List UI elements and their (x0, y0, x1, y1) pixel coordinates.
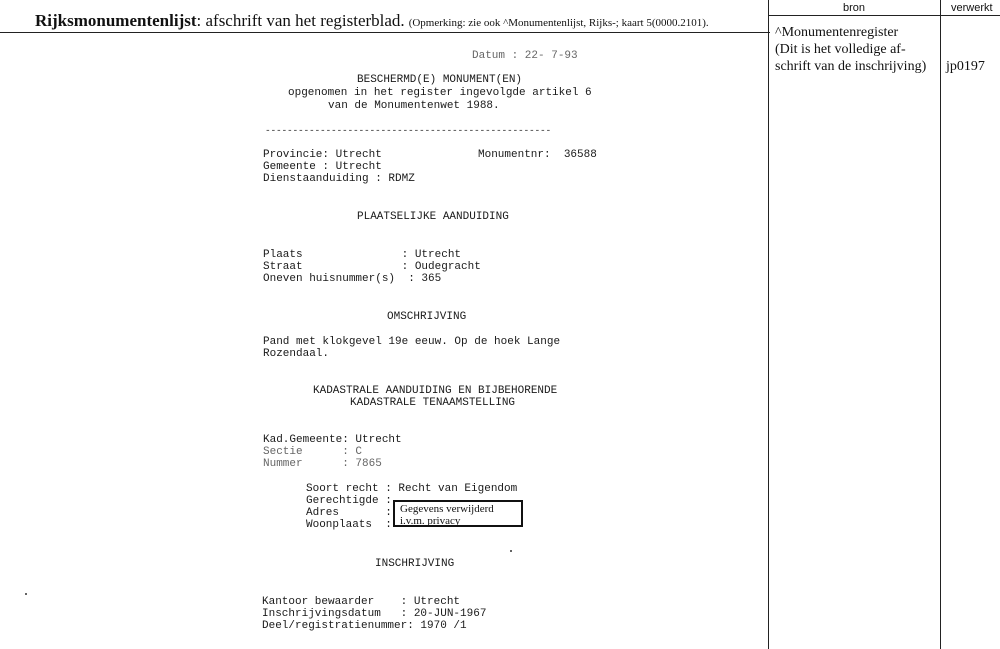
title-bold: Rijksmonumentenlijst (35, 11, 197, 30)
column-divider-verwerkt (940, 0, 941, 649)
adres: Adres : (306, 507, 392, 519)
heading-opgenomen: opgenomen in het register ingevolgde artikel 6 (288, 87, 592, 99)
privacy-redaction-box: Gegevens verwijderd i.v.m. privacy (393, 500, 523, 527)
bron-line: ^Monumentenregister (775, 25, 899, 40)
heading-beschermd: BESCHERMD(E) MONUMENT(EN) (357, 74, 523, 86)
heading-monumentenwet: van de Monumentenwet 1988. (328, 100, 500, 112)
straat: Straat : Oudegracht (263, 261, 481, 273)
title-note: (Opmerking: zie ook ^Monumentenlijst, Rijks-; kaart 5(0000.2101). (408, 17, 709, 29)
soort-recht: Soort recht : Recht van Eigendom (306, 483, 518, 495)
heading-tenaamstelling: KADASTRALE TENAAMSTELLING (350, 397, 516, 409)
heading-plaatselijk: PLAATSELIJKE AANDUIDING (357, 211, 509, 223)
page-title (35, 11, 709, 31)
column-divider-bron (768, 0, 769, 649)
huisnummer: Oneven huisnummer(s) : 365 (263, 273, 442, 285)
woonplaats: Woonplaats : (306, 519, 392, 531)
dienstaanduiding: Dienstaanduiding : RDMZ (263, 173, 415, 185)
kantoor-bewaarder: Kantoor bewaarder : Utrecht (262, 596, 461, 608)
scan-speck (25, 593, 27, 595)
separator: ---------------------------------------------------- (265, 125, 552, 136)
nummer: Nummer : 7865 (263, 458, 382, 470)
plaats: Plaats : Utrecht (263, 249, 462, 261)
sectie: Sectie : C (263, 446, 363, 458)
omschrijving-line: Rozendaal. (263, 348, 330, 360)
header-divider (0, 32, 770, 33)
omschrijving-line: Pand met klokgevel 19e eeuw. Op de hoek Lange (263, 336, 561, 348)
column-header-divider (768, 15, 1000, 16)
heading-kadastraal: KADASTRALE AANDUIDING EN BIJBEHORENDE (313, 385, 558, 397)
heading-omschrijving: OMSCHRIJVING (387, 311, 467, 323)
datum-line: Datum : 22- 7-93 (472, 50, 578, 62)
bron-line: schrift van de inschrijving) (775, 59, 927, 74)
deel-registratienummer: Deel/registratienummer: 1970 /1 (262, 620, 467, 632)
bron-line: (Dit is het volledige af- (775, 42, 906, 57)
title-rest: : afschrift van het registerblad. (196, 11, 405, 30)
gemeente: Gemeente : Utrecht (263, 161, 382, 173)
inschrijvingsdatum: Inschrijvingsdatum : 20-JUN-1967 (262, 608, 487, 620)
heading-inschrijving: INSCHRIJVING (375, 558, 455, 570)
column-header-verwerkt: verwerkt (951, 2, 993, 14)
column-header-bron: bron (843, 2, 866, 14)
monumentnr: Monumentnr: 36588 (478, 149, 597, 161)
bron-entry (775, 24, 945, 75)
gerechtigde: Gerechtigde : (306, 495, 392, 507)
scan-speck (510, 550, 512, 552)
verwerkt-entry: jp0197 (946, 59, 985, 74)
kad-gemeente: Kad.Gemeente: Utrecht (263, 434, 402, 446)
provincie: Provincie: Utrecht (263, 149, 382, 161)
